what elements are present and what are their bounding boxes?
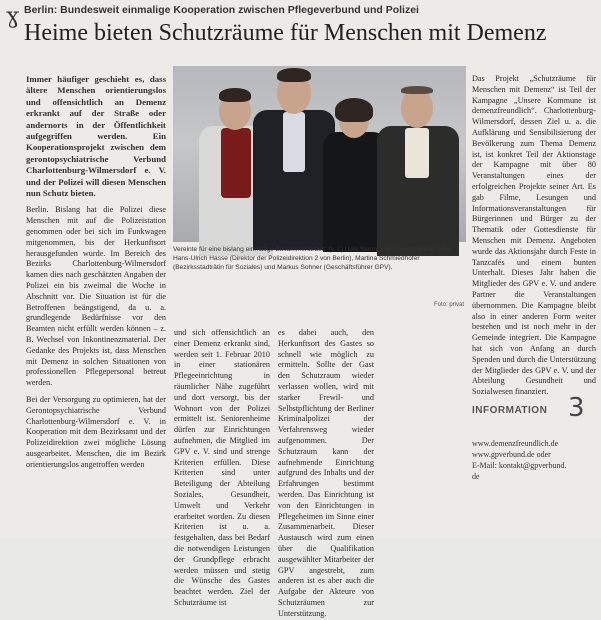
body-paragraph: Berlin. Bislang hat die Polizei diese Menschen mit auf die Polizeistation genommen oder bei sich im Funkwagen mitgenommen, bis der Herkunftsort herausgefunden wurde. Im Bereich des Bezirks Charlottenburg-Wilmersdorf kamen dies nach geschätzten Angaben der Polizei ein bis zweimal die Woche in Abschnitt vor. Die Situation ist für die Betroffenen beängstigend, da u. a. grundlegende Bedürfnisse vor den Beamten nicht erfüllt werden können – z. B. Wechsel von Inkontinenzmaterial. Der Gedanke des Projekts ist, dass Menschen mit Demenz in solchen Situationen von professionellen Pflegepersonal betreut werden. (26, 205, 166, 388)
body-paragraph: Das Projekt „Schutzräume für Menschen mit Demenz“ ist Teil der Kampagne „Unsere Kommune ist demenzfreundlich“. Charlottenburg-Wilmersdorf, dessen Ziel u. a. die Aufklärung und Sensibilisierung der Bevölkerung zum Thema Demenz ist, ist konkret Teil der Aktionstage der Kampagne mit über 80 Veranstaltungen eines der erfolgreichen Projekte seiner Art. Es gab Filme, Lesungen und Informationsveranstaltungen für Bürgerinnen und Bürger zu der Thematik oder Gottesdienste für Menschen mit Demenz. Angeboten wurde das Aktionsjahr durch Feste in Tanzcafés und einem bunten Unterhalt. Dieses Jahr haben die Mitglieder des GPV e. V. und andere Partner die Veranstaltungen übernommen. Die Kampagne bleibt also in einer anderen Form weiter bestehen und ist noch mehr in der Gemeinde integriert. Die Kampagne hat sich von Anfang an durch Spenden und durch die Unterstützung der Mitglieder des GPV e. V. und der Abteilung Gesundheit und Sozialwesen finanziert. (472, 74, 596, 397)
info-line: E-Mail: kontakt@gpverbund. (472, 461, 567, 470)
info-box (472, 395, 596, 535)
lead-paragraph: Immer häufiger geschieht es, dass ältere Menschen orientierungslos und offensichtlich an Demenz erkrankt auf der Straße oder andernorts in der Öffentlichkeit aufgegriffen werden. Ein Kooperationsprojekt zwischen dem gerontopsychiatrische Verbund Charlottenburg-Wilmersdorf e. V. und der Polizei will diesen Menschen nun Schutz bieten. (26, 74, 166, 199)
info-line: de (472, 472, 480, 481)
photo-caption (173, 245, 466, 320)
body-paragraph: Bei der Versorgung zu optimieren, hat der Gerontopsychiatrische Verbund Charlottenburg-Wilmersdorf e. V. in Kooperation mit dem Bezirksamt und der Polizeidirektion zwei mögliche Lösung ausgearbeitet. Menschen, die im Bezirk orientierungslos angetroffen werden (26, 395, 166, 469)
info-line: www.demenzfreundlich.de (472, 439, 559, 448)
column-4 (472, 74, 596, 397)
column-1 (26, 74, 166, 534)
body-paragraph: und sich offensichtlich an einer Demenz erkrankt sind, werden seit 1. Februar 2010 in einer stationären Pflegeeinrichtung in räumlicher Nähe zugeführt und dort versorgt, bis der Wohnort von der Polizei ermittelt ist. Seniorenheime dürfen zur Einrichtungen aufnehmen, die Mitglied im GPV e. V. sind und strenge Kriterien erfüllen. Diese Kriterien sind unter Beteiligung der Abteilung Soziales, Gesundheit, Umwelt und Verkehr erarbeitet worden. Zu diesen Kriterien ist u. a. festgehalten, dass bei Bedarf die notwendigen Leistungen der Grundpflege erbracht werden müssen und stetig die Wünsche des Gastes beachtet werden. Ziel der Schutzräume ist (174, 328, 270, 607)
info-lines (472, 438, 596, 482)
body-paragraph (382, 328, 468, 339)
caption-text: Vereinte für eine bislang einmalige Zusammenarbeit: (v. l.) Uwe Stenn, nach; vorsitzender GPV; Hans-Ulrich Hasse (Direktor der Polizeidirektion 2 von Berlin), Martina Schmiedhofer (Bezirksstadträtin für Soziales) und Markus Sohner (Geschäftsführer GPV). (173, 246, 452, 272)
hook-icon: ɣ (6, 4, 20, 29)
column-3 (278, 328, 374, 618)
column-2 (174, 328, 270, 607)
body-paragraph: es dabei auch, den Herkunftsort des Gastes so schnell wie möglich zu ermitteln. Sollte der Gast den Schutzraum wieder verlassen wollen, wird mit starker Frewil- und Selbstpflichtung der Berliner Kriminalpolizei der Verfahrensweg wieder aufgenommen. Der Schutzraum kann der aufnehmende Einrichtung aufgrund des Inhalts und der Erfahrungen bestimmt werden. Das Einrichtung ist von den Einrichtungen in Pflegeheimen im Sinne einer Zusammenarbeit. Dieser Austausch wird zum einen über die Qualifikation ausgewählter Mitarbeiter der GPV angestrebt, zum anderen ist es aber auch die Aufgabe der Akteure von Schutzräumen zur Unterstützung. (278, 328, 374, 618)
info-title: INFORMATION (472, 405, 548, 416)
curl-arrow-icon: 3 (568, 393, 585, 423)
column-3b (382, 328, 468, 533)
info-line: www.gpverbund.de oder (472, 450, 551, 459)
group-photo (173, 66, 466, 242)
kicker: Berlin: Bundesweit einmalige Kooperation zwischen Pflegeverbund und Polizei (24, 4, 419, 16)
photo-credit: Foto: privat (433, 301, 464, 308)
headline: Heime bieten Schutzräume für Menschen mit Demenz (24, 20, 547, 46)
